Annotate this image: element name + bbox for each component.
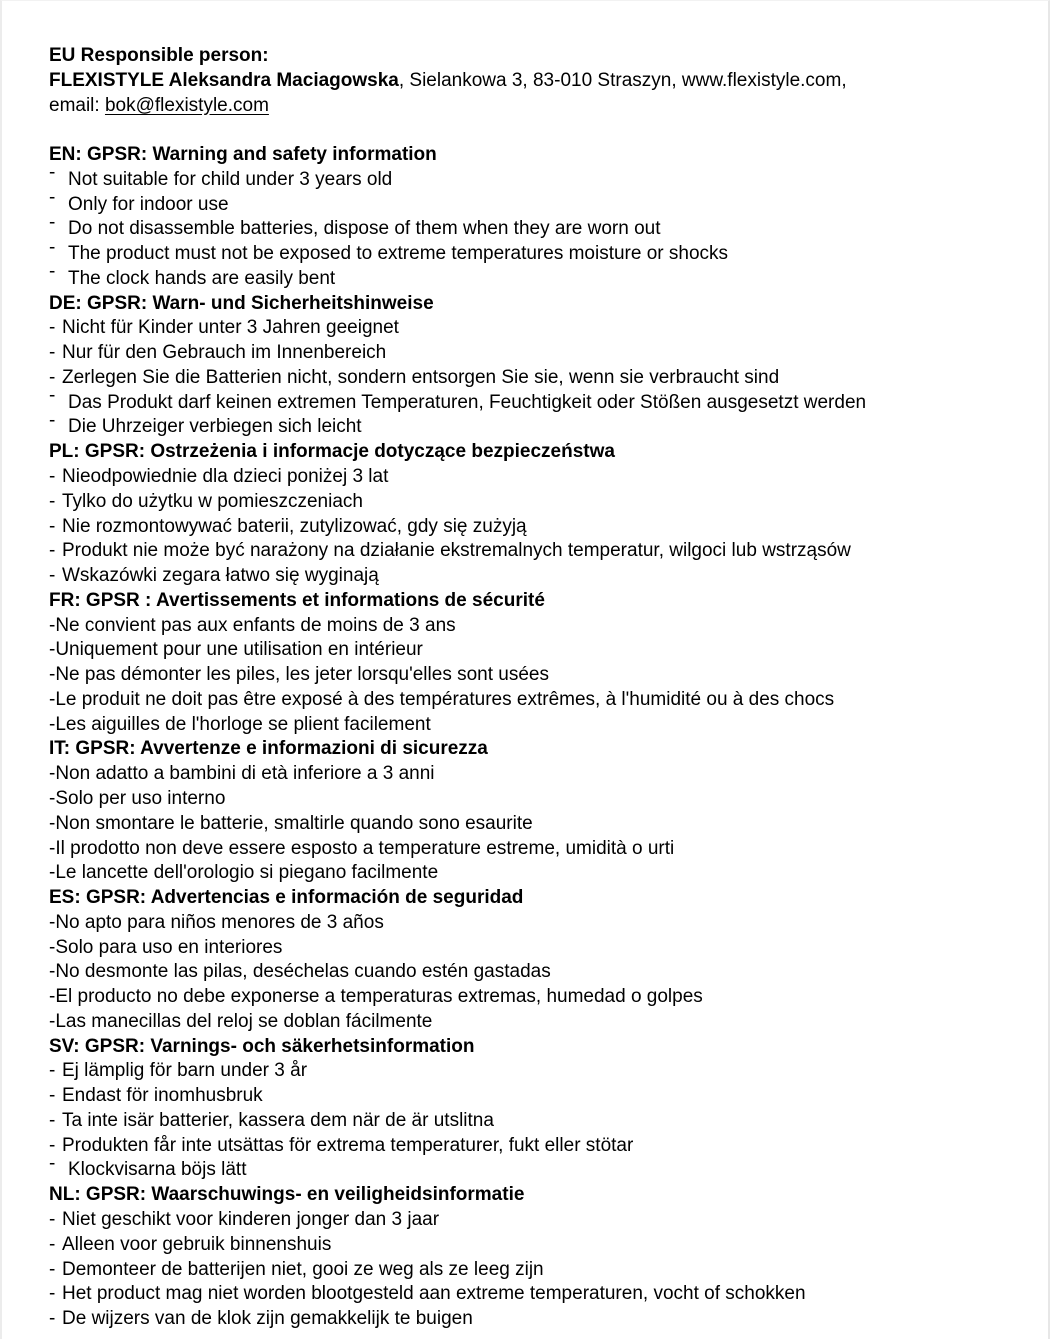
warning-item-fr-1 <box>49 638 1028 663</box>
warning-text: Endast för inomhusbruk <box>62 1085 263 1107</box>
warning-text: Le produit ne doit pas être exposé à des températures extrêmes, à l'humidité ou à des chocs <box>55 688 835 710</box>
dash-bullet: - <box>49 812 56 834</box>
warning-item-pl-1 <box>49 490 1028 515</box>
warning-item-pl-4 <box>49 564 1028 589</box>
warning-item-it-4 <box>49 861 1028 886</box>
section-heading-pl: PL: GPSR: Ostrzeżenia i informacje dotyczące bezpieczeństwa <box>49 441 615 463</box>
dash-bullet: - <box>49 409 56 431</box>
dash-bullet: - <box>49 986 56 1008</box>
warning-text: Ne pas démonter les piles, les jeter lorsqu'elles sont usées <box>55 664 549 686</box>
section-heading-it: IT: GPSR: Avvertenze e informazioni di sicurezza <box>49 738 488 760</box>
dash-bullet: - <box>49 490 56 512</box>
warning-text: Do not disassemble batteries, dispose of them when they are worn out <box>68 218 661 240</box>
dash-bullet: - <box>49 837 56 859</box>
blank-spacer <box>49 118 1028 143</box>
email-line <box>49 94 1028 119</box>
dash-bullet: - <box>49 1010 56 1032</box>
warning-item-es-1 <box>49 936 1028 961</box>
warning-text: Non smontare le batterie, smaltirle quando sono esaurite <box>55 812 533 834</box>
warning-text: Nie rozmontowywać baterii, zutylizować, gdy się zużyją <box>62 515 527 537</box>
section-heading-de: DE: GPSR: Warn- und Sicherheitshinweise <box>49 292 434 314</box>
warning-text: Klockvisarna böjs lätt <box>68 1159 247 1181</box>
dash-bullet: - <box>49 1134 56 1156</box>
dash-bullet: - <box>49 961 56 983</box>
warning-text: El producto no debe exponerse a temperaturas extremas, humedad o golpes <box>55 986 703 1008</box>
dash-bullet: - <box>49 236 56 258</box>
warning-text: No desmonte las pilas, deséchelas cuando estén gastadas <box>55 961 551 983</box>
warning-text: Produkten får inte utsättas för extrema temperaturer, fukt eller stötar <box>62 1134 634 1156</box>
warning-item-sv-1 <box>49 1084 1028 1109</box>
warning-item-en-0 <box>49 162 1028 193</box>
warning-text: Nur für den Gebrauch im Innenbereich <box>62 342 387 364</box>
dash-bullet: - <box>49 688 56 710</box>
warning-text: Nieodpowiednie dla dzieci poniżej 3 lat <box>62 466 389 488</box>
warning-item-es-4 <box>49 1010 1028 1035</box>
dash-bullet: - <box>49 1060 56 1082</box>
warning-text: Nicht für Kinder unter 3 Jahren geeignet <box>62 317 399 339</box>
document-content <box>2 1 1048 1332</box>
warning-item-es-0 <box>49 911 1028 936</box>
dash-bullet: - <box>49 211 56 233</box>
warning-text: Non adatto a bambini di età inferiore a 3 anni <box>55 763 435 785</box>
dash-bullet: - <box>49 639 56 661</box>
warning-item-sv-3 <box>49 1134 1028 1159</box>
warning-text: Il prodotto non deve essere esposto a temperature estreme, umidità o urti <box>55 837 675 859</box>
warning-item-fr-3 <box>49 688 1028 713</box>
dash-bullet: - <box>49 713 56 735</box>
dash-bullet: - <box>49 565 56 587</box>
warning-item-it-3 <box>49 837 1028 862</box>
warning-item-nl-0 <box>49 1208 1028 1233</box>
warning-text: Demonteer de batterijen niet, gooi ze weg als ze leeg zijn <box>62 1258 544 1280</box>
dash-bullet: - <box>49 614 56 636</box>
warning-item-pl-0 <box>49 465 1028 490</box>
dash-bullet: - <box>49 261 56 283</box>
warning-item-es-3 <box>49 985 1028 1010</box>
warning-text: De wijzers van de klok zijn gemakkelijk te buigen <box>62 1308 473 1330</box>
responsible-person-label: EU Responsible person: <box>49 45 269 66</box>
warning-text: Only for indoor use <box>68 193 229 215</box>
warning-sections <box>49 143 1028 1332</box>
warning-item-fr-4 <box>49 713 1028 738</box>
dash-bullet: - <box>49 1308 56 1330</box>
warning-text: Solo para uso en interiores <box>55 936 283 958</box>
dash-bullet: - <box>49 763 56 785</box>
warning-item-fr-2 <box>49 663 1028 688</box>
warning-text: Produkt nie może być narażony na działanie ekstremalnych temperatur, wilgoci lub wstrząsów <box>62 540 851 562</box>
dash-bullet: - <box>49 342 56 364</box>
section-heading-en: EN: GPSR: Warning and safety information <box>49 144 437 166</box>
dash-bullet: - <box>49 1233 56 1255</box>
warning-item-sv-2 <box>49 1109 1028 1134</box>
warning-item-it-0 <box>49 762 1028 787</box>
warning-item-sv-4 <box>49 1152 1028 1183</box>
warning-text: Niet geschikt voor kinderen jonger dan 3 jaar <box>62 1208 440 1230</box>
warning-item-de-1 <box>49 341 1028 366</box>
section-heading-fr: FR: GPSR : Avertissements et informations de sécurité <box>49 589 545 611</box>
dash-bullet: - <box>49 1152 56 1174</box>
company-name: FLEXISTYLE Aleksandra Maciagowska <box>49 69 399 91</box>
warning-item-de-3 <box>49 385 1028 416</box>
warning-text: The product must not be exposed to extreme temperatures moisture or shocks <box>68 243 729 265</box>
warning-item-en-2 <box>49 211 1028 242</box>
warning-text: Ta inte isär batterier, kassera dem när de är utslitna <box>62 1109 494 1131</box>
warning-text: Not suitable for child under 3 years old <box>68 168 393 190</box>
section-heading-es: ES: GPSR: Advertencias e información de seguridad <box>49 887 524 909</box>
warning-item-de-0 <box>49 316 1028 341</box>
warning-item-nl-3 <box>49 1282 1028 1307</box>
warning-text: Les aiguilles de l'horloge se plient facilement <box>55 713 431 735</box>
warning-item-pl-3 <box>49 539 1028 564</box>
warning-text: Alleen voor gebruik binnenshuis <box>62 1233 332 1255</box>
dash-bullet: - <box>49 862 56 884</box>
company-address-line <box>49 69 1028 94</box>
warning-item-fr-0 <box>49 614 1028 639</box>
warning-text: No apto para niños menores de 3 años <box>55 911 384 933</box>
warning-item-es-2 <box>49 960 1028 985</box>
email-label: email: <box>49 94 105 116</box>
warning-text: Die Uhrzeiger verbiegen sich leicht <box>68 416 362 438</box>
warning-text: Le lancette dell'orologio si piegano facilmente <box>55 862 439 884</box>
warning-item-it-1 <box>49 787 1028 812</box>
warning-item-en-4 <box>49 261 1028 292</box>
dash-bullet: - <box>49 1283 56 1305</box>
email-link[interactable]: bok@flexistyle.com <box>104 94 269 116</box>
dash-bullet: - <box>49 540 56 562</box>
dash-bullet: - <box>49 911 56 933</box>
warning-text: Het product mag niet worden blootgesteld aan extreme temperaturen, vocht of schokken <box>62 1283 806 1305</box>
warning-item-en-1 <box>49 187 1028 218</box>
section-heading-sv: SV: GPSR: Varnings- och säkerhetsinformation <box>49 1035 475 1057</box>
company-address: , Sielankowa 3, 83-010 Straszyn, www.flexistyle.com, <box>398 69 847 91</box>
dash-bullet: - <box>49 1208 56 1230</box>
section-heading-nl: NL: GPSR: Waarschuwings- en veiligheidsinformatie <box>49 1184 525 1206</box>
dash-bullet: - <box>49 466 56 488</box>
warning-text: Las manecillas del reloj se doblan fácilmente <box>55 1010 433 1032</box>
dash-bullet: - <box>49 515 56 537</box>
dash-bullet: - <box>49 1258 56 1280</box>
warning-text: The clock hands are easily bent <box>68 267 336 289</box>
warning-text: Ej lämplig för barn under 3 år <box>62 1060 308 1082</box>
warning-item-nl-4 <box>49 1307 1028 1332</box>
warning-item-nl-1 <box>49 1233 1028 1258</box>
dash-bullet: - <box>49 366 56 388</box>
dash-bullet: - <box>49 317 56 339</box>
warning-text: Wskazówki zegara łatwo się wyginają <box>62 565 379 587</box>
warning-text: Zerlegen Sie die Batterien nicht, sondern entsorgen Sie sie, wenn sie verbraucht sind <box>62 366 780 388</box>
dash-bullet: - <box>49 385 56 407</box>
warning-item-de-2 <box>49 366 1028 391</box>
dash-bullet: - <box>49 936 56 958</box>
dash-bullet: - <box>49 1109 56 1131</box>
dash-bullet: - <box>49 162 56 184</box>
dash-bullet: - <box>49 664 56 686</box>
dash-bullet: - <box>49 1085 56 1107</box>
warning-item-pl-2 <box>49 515 1028 540</box>
warning-text: Uniquement pour une utilisation en intérieur <box>55 639 423 661</box>
dash-bullet: - <box>49 787 56 809</box>
warning-item-sv-0 <box>49 1059 1028 1084</box>
warning-item-en-3 <box>49 236 1028 267</box>
warning-item-nl-2 <box>49 1258 1028 1283</box>
warning-item-de-4 <box>49 409 1028 440</box>
warning-text: Das Produkt darf keinen extremen Temperaturen, Feuchtigkeit oder Stößen ausgesetzt werden <box>68 391 867 413</box>
warning-item-it-2 <box>49 812 1028 837</box>
warning-text: Tylko do użytku w pomieszczeniach <box>62 490 363 512</box>
warning-text: Solo per uso interno <box>55 787 226 809</box>
warning-text: Ne convient pas aux enfants de moins de 3 ans <box>55 614 456 636</box>
dash-bullet: - <box>49 187 56 209</box>
